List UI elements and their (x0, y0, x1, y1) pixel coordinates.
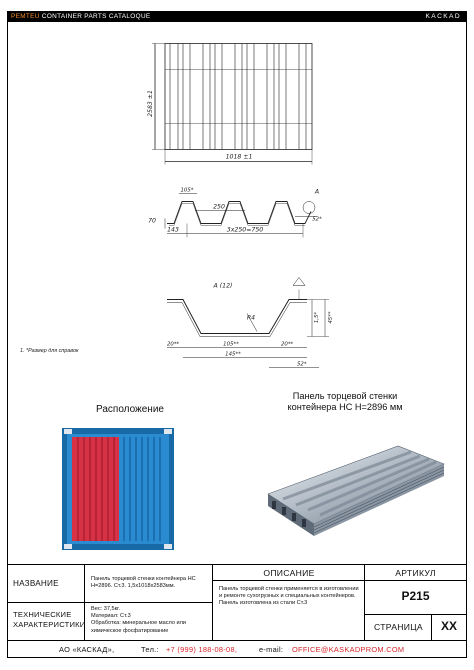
description-value: Панель торцевой стенки применяется в изготовлении и ремонте сухогрузных и специальных контейнеров. Панель изготовлена из стали Ст.3 (219, 586, 359, 607)
panel-top-view (152, 44, 312, 165)
detail-label-r4: R4 (246, 314, 256, 322)
name-label: НАЗВАНИЕ (13, 579, 59, 588)
panel-title-line1: Панель торцевой стенки (292, 391, 398, 401)
catalogue-title (11, 11, 151, 22)
name-label-cell (7, 565, 85, 603)
article-value: Р215 (401, 589, 430, 603)
email-address[interactable]: OFFICE@KASKADPROM.COM (292, 645, 405, 654)
detail-label-45: 45** (328, 311, 334, 324)
phone-label: Тел.: (141, 645, 159, 654)
detail-label-105: 105** (223, 341, 239, 348)
page-value: XX (440, 619, 457, 633)
detail-label-20-right: 20** (281, 341, 294, 348)
profile-label-143: 143 (167, 226, 179, 234)
profile-label-span: 3x250=750 (226, 226, 264, 234)
technical-drawing (7, 22, 465, 395)
panel-title-line2: контейнера НС Н=2896 мм (287, 402, 403, 412)
tech-label (13, 610, 85, 630)
company-name: АО «КАСКАД», (59, 645, 115, 654)
top-view-width-label: 1018 ±1 (225, 153, 253, 161)
description-value-cell (213, 581, 365, 640)
tech-weight: Вес: 37,5кг. (91, 606, 120, 612)
name-value-cell (85, 565, 213, 603)
detail-label-15: 1,5* (314, 311, 320, 324)
tech-values (91, 606, 209, 635)
tech-treatment: Обработка: минеральное масло или химическое фосфатирование (91, 620, 187, 634)
tech-label-line1: ТЕХНИЧЕСКИЕ (13, 610, 72, 619)
page-label-cell (365, 615, 432, 640)
profile-label-250: 250 (213, 203, 225, 211)
brand-prefix: PEMTEU (11, 13, 40, 20)
tech-label-cell (7, 603, 85, 640)
name-value: Панель торцевой стенки контейнера НС Н=2896. Ст.3. 1,5х1018х2583мм. (91, 576, 196, 590)
detail-a-view (167, 278, 329, 368)
panel-title (255, 391, 435, 413)
email-label: e-mail: (259, 645, 284, 654)
detail-label-52: 52* (297, 361, 307, 368)
detail-label-20-left: 20** (167, 341, 180, 348)
description-label: ОПИСАНИЕ (263, 568, 315, 578)
tech-label-line2: ХАРАКТЕРИСТИКИ (13, 620, 86, 629)
article-value-cell (365, 581, 466, 615)
company-logo: KACKAD (425, 13, 461, 20)
location-title: Расположение (96, 404, 164, 415)
profile-label-52: 52* (312, 216, 322, 223)
contact-footer (7, 640, 467, 658)
drawing-note: 1. *Размер для справок (20, 348, 79, 354)
article-label-cell (365, 565, 466, 581)
page-label: СТРАНИЦА (374, 622, 423, 632)
profile-label-105: 105* (180, 187, 194, 194)
page-value-cell (432, 615, 466, 640)
phone-number[interactable]: +7 (999) 188-08-08, (166, 645, 238, 654)
detail-title: A (12) (213, 282, 233, 290)
profile-label-70: 70 (148, 217, 156, 225)
catalogue-header (7, 11, 467, 22)
profile-label-a: A (314, 188, 320, 196)
top-view-height-label: 2583 ±1 (147, 90, 154, 117)
tech-value-cell (85, 603, 213, 640)
brand-suffix: CONTAINER PARTS CATALOQUE (41, 13, 151, 20)
tech-material: Материал: Ст.3 (91, 613, 131, 620)
article-label: АРТИКУЛ (395, 568, 436, 578)
detail-label-145: 145** (225, 351, 241, 358)
panel-stack-image (248, 428, 450, 554)
spec-table (7, 564, 467, 640)
container-location-image (62, 428, 174, 550)
description-label-cell (213, 565, 365, 581)
